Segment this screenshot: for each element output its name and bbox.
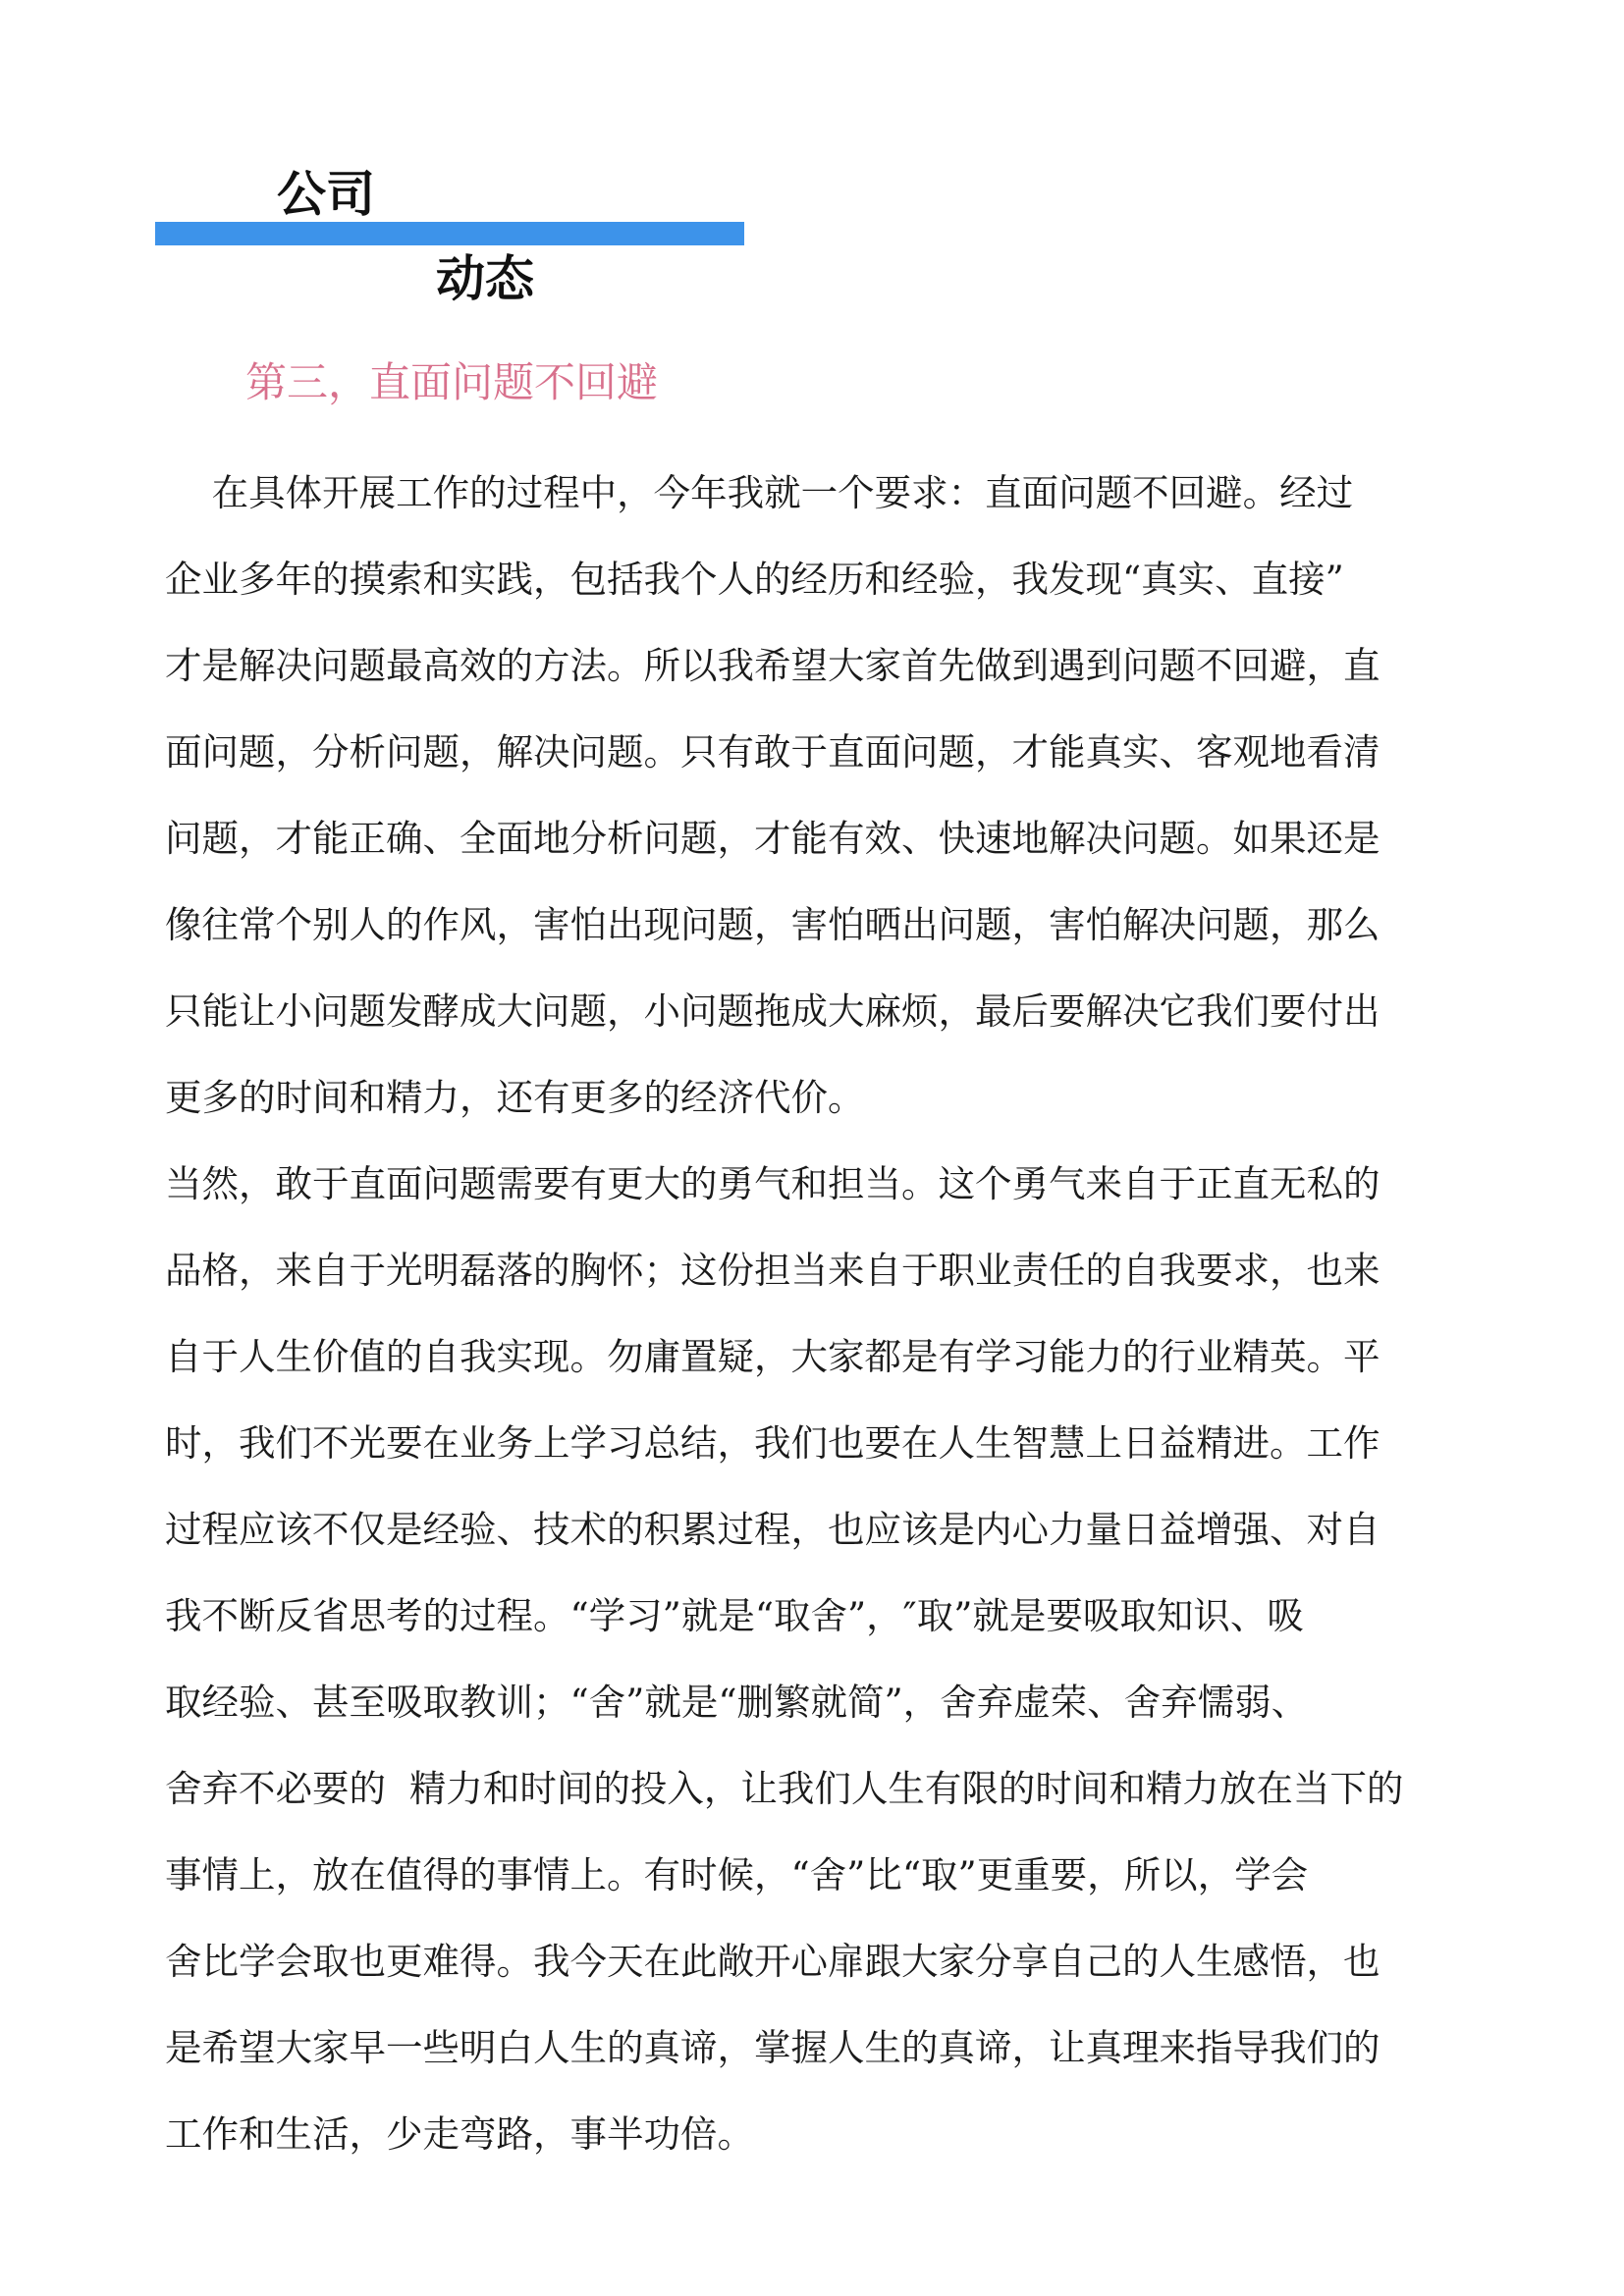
body-line: 面问题，分析问题，解决问题。只有敢于直面问题，才能真实、客观地看清 [165, 730, 1380, 774]
body-line: 事情上，放在值得的事情上。有时候，“舍”比“取”更重要，所以，学会 [165, 1853, 1309, 1896]
body-line: 才是解决问题最高效的方法。所以我希望大家首先做到遇到问题不回避，直 [165, 644, 1380, 687]
header-title-word-1: 公司 [277, 166, 375, 223]
body-line: 工作和生活，少走弯路，事半功倍。 [165, 2112, 754, 2156]
body-line: 品格，来自于光明磊落的胸怀；这份担当来自于职业责任的自我要求，也来 [165, 1249, 1380, 1292]
body-line: 当然，敢于直面问题需要有更大的勇气和担当。这个勇气来自于正直无私的 [165, 1162, 1380, 1205]
header-accent-bar [155, 222, 744, 245]
body-line: 问题，才能正确、全面地分析问题，才能有效、快速地解决问题。如果还是 [165, 817, 1380, 860]
section-heading: 第三，直面问题不回避 [245, 358, 659, 406]
body-line: 我不断反省思考的过程。“学习”就是“取舍”，″取”就是要吸取知识、吸 [165, 1594, 1304, 1637]
body-line: 过程应该不仅是经验、技术的积累过程，也应该是内心力量日益增强、对自 [165, 1508, 1380, 1551]
body-line: 企业多年的摸索和实践，包括我个人的经历和经验，我发现“真实、直接” [165, 558, 1344, 601]
body-line: 时，我们不光要在业务上学习总结，我们也要在人生智慧上日益精进。工作 [165, 1421, 1380, 1465]
body-line: 像往常个别人的作风，害怕出现问题，害怕晒出问题，害怕解决问题，那么 [165, 903, 1380, 946]
body-line: 取经验、甚至吸取教训；“舍”就是“删繁就简”，舍弃虚荣、舍弃懦弱、 [165, 1681, 1309, 1724]
body-line: 舍比学会取也更难得。我今天在此敞开心扉跟大家分享自己的人生感悟，也 [165, 1940, 1380, 1983]
body-line: 是希望大家早一些明白人生的真谛，掌握人生的真谛，让真理来指导我们的 [165, 2026, 1380, 2069]
header-title-word-2: 动态 [436, 250, 534, 307]
body-line: 更多的时间和精力，还有更多的经济代价。 [165, 1076, 865, 1119]
body-line: 只能让小问题发酵成大问题，小问题拖成大麻烦，最后要解决它我们要付出 [165, 989, 1380, 1033]
body-line: 在具体开展工作的过程中，今年我就一个要求：直面问题不回避。经过 [165, 471, 1354, 514]
article-body [165, 450, 1461, 2177]
body-line: 自于人生价值的自我实现。勿庸置疑，大家都是有学习能力的行业精英。平 [165, 1335, 1380, 1378]
body-line: 舍弃不必要的 精力和时间的投入，让我们人生有限的时间和精力放在当下的 [165, 1767, 1404, 1810]
